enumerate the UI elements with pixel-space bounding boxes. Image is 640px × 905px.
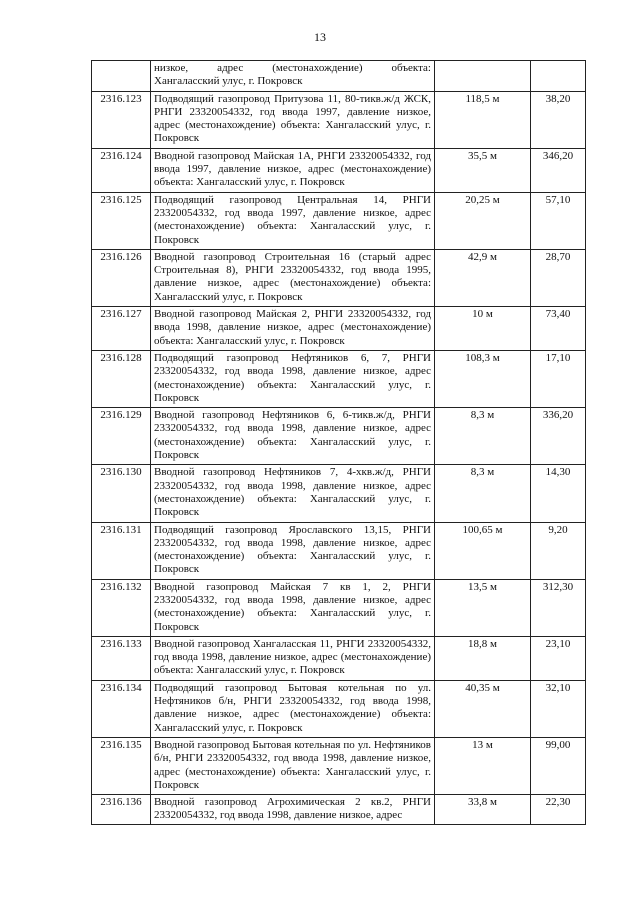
table-row [92, 91, 586, 148]
row-number-cell: 2316.123 [92, 91, 151, 148]
value-cell: 346,20 [531, 148, 586, 192]
row-number-cell: 2316.132 [92, 579, 151, 636]
row-number-cell: 2316.135 [92, 737, 151, 794]
description-cell: Вводной газопровод Строительная 16 (старый адрес Строительная 8), РНГИ 23320054332, год ввода 1995, давление низкое, адрес (местонахождение) объекта: Хангаласский улус, г. Покровск [151, 249, 435, 306]
page-number: 13 [314, 30, 326, 44]
length-cell: 10 м [435, 307, 531, 351]
length-cell: 18,8 м [435, 636, 531, 680]
table-row [92, 249, 586, 306]
value-cell: 312,30 [531, 579, 586, 636]
description-cell: Подводящий газопровод Нефтяников 6, 7, РНГИ 23320054332, год ввода 1998, давление низкое, адрес (местонахождение) объекта: Хангаласский улус, г. Покровск [151, 350, 435, 407]
description-cell: Вводной газопровод Майская 1А, РНГИ 23320054332, год ввода 1997, давление низкое, адрес (местонахождение) объекта: Хангаласский улус, г. Покровск [151, 148, 435, 192]
table-row [92, 192, 586, 249]
length-cell: 13 м [435, 737, 531, 794]
description-cell: Вводной газопровод Майская 2, РНГИ 23320054332, год ввода 1998, давление низкое, адрес (местонахождение) объекта: Хангаласский улус, г. Покровск [151, 307, 435, 351]
description-cell: Вводной газопровод Бытовая котельная по ул. Нефтяников б/н, РНГИ 23320054332, год ввода 1998, давление низкое, адрес (местонахождение) объекта: Хангаласский улус, г. Покровск [151, 737, 435, 794]
row-number-cell: 2316.131 [92, 522, 151, 579]
row-number-cell: 2316.134 [92, 680, 151, 737]
row-number-cell: 2316.129 [92, 408, 151, 465]
length-cell: 13,5 м [435, 579, 531, 636]
description-cell: Вводной газопровод Майская 7 кв 1, 2, РНГИ 23320054332, год ввода 1998, давление низкое, адрес (местонахождение) объекта: Хангаласский улус, г. Покровск [151, 579, 435, 636]
row-number-cell: 2316.128 [92, 350, 151, 407]
table-row-partial [92, 795, 586, 825]
length-cell: 8,3 м [435, 408, 531, 465]
length-cell: 42,9 м [435, 249, 531, 306]
value-cell: 57,10 [531, 192, 586, 249]
value-cell: 336,20 [531, 408, 586, 465]
table-row [92, 522, 586, 579]
description-cell [151, 61, 435, 92]
value-cell: 17,10 [531, 350, 586, 407]
table-row [92, 408, 586, 465]
table-row [92, 636, 586, 680]
table-row [92, 680, 586, 737]
value-cell: 14,30 [531, 465, 586, 522]
description-cell: Вводной газопровод Хангаласская 11, РНГИ 23320054332, год ввода 1998, давление низкое, адрес (местонахождение) объекта: Хангаласский улус, г. Покровск [151, 636, 435, 680]
row-number-cell [92, 61, 151, 92]
length-cell: 118,5 м [435, 91, 531, 148]
length-cell: 20,25 м [435, 192, 531, 249]
table-row [92, 148, 586, 192]
description-text: Вводной газопровод Агрохимическая 2 кв.2, РНГИ 23320054332, год ввода 1998, давление низкое, адрес [154, 796, 431, 822]
row-number-cell: 2316.124 [92, 148, 151, 192]
value-cell: 73,40 [531, 307, 586, 351]
length-cell: 8,3 м [435, 465, 531, 522]
table-row-continuation [92, 61, 586, 92]
length-cell: 40,35 м [435, 680, 531, 737]
row-number-cell: 2316.133 [92, 636, 151, 680]
value-cell: 99,00 [531, 737, 586, 794]
gas-pipeline-table [91, 60, 586, 825]
description-cell: Подводящий газопровод Ярославского 13,15, РНГИ 23320054332, год ввода 1998, давление низкое, адрес (местонахождение) объекта: Хангаласский улус, г. Покровск [151, 522, 435, 579]
table-row [92, 350, 586, 407]
table-row [92, 307, 586, 351]
description-cell: Вводной газопровод Нефтяников 7, 4-хкв.ж/д, РНГИ 23320054332, год ввода 1998, давление низкое, адрес (местонахождение) объекта: Хангаласский улус, г. Покровск [151, 465, 435, 522]
description-line: низкое, адрес (местонахождение) объекта: [154, 62, 431, 74]
row-number-cell: 2316.125 [92, 192, 151, 249]
length-cell: 100,65 м [435, 522, 531, 579]
description-cell [151, 795, 435, 825]
description-cell: Подводящий газопровод Притузова 11, 80-тикв.ж/д ЖСК, РНГИ 23320054332, год ввода 1997, давление низкое, адрес (местонахождение) объекта: Хангаласский улус, г. Покровск [151, 91, 435, 148]
length-cell [435, 61, 531, 92]
value-cell: 22,30 [531, 795, 586, 825]
description-cell: Подводящий газопровод Бытовая котельная по ул. Нефтяников б/н, РНГИ 23320054332, год ввода 1998, давление низкое, адрес (местонахождение) объекта: Хангаласский улус, г. Покровск [151, 680, 435, 737]
row-number-cell: 2316.127 [92, 307, 151, 351]
table-row [92, 465, 586, 522]
row-number-cell: 2316.136 [92, 795, 151, 825]
value-cell: 9,20 [531, 522, 586, 579]
length-cell: 33,8 м [435, 795, 531, 825]
description-cell: Подводящий газопровод Центральная 14, РНГИ 23320054332, год ввода 1997, давление низкое, адрес (местонахождение) объекта: Хангаласский улус, г. Покровск [151, 192, 435, 249]
description-line: Хангаласский улус, г. Покровск [154, 75, 303, 88]
value-cell [531, 61, 586, 92]
description-cell: Вводной газопровод Нефтяников 6, 6-тикв.ж/д, РНГИ 23320054332, год ввода 1998, давление низкое, адрес (местонахождение) объекта: Хангаласский улус, г. Покровск [151, 408, 435, 465]
length-cell: 108,3 м [435, 350, 531, 407]
row-number-cell: 2316.126 [92, 249, 151, 306]
value-cell: 38,20 [531, 91, 586, 148]
table-row [92, 737, 586, 794]
table-row [92, 579, 586, 636]
length-cell: 35,5 м [435, 148, 531, 192]
value-cell: 28,70 [531, 249, 586, 306]
value-cell: 32,10 [531, 680, 586, 737]
row-number-cell: 2316.130 [92, 465, 151, 522]
value-cell: 23,10 [531, 636, 586, 680]
